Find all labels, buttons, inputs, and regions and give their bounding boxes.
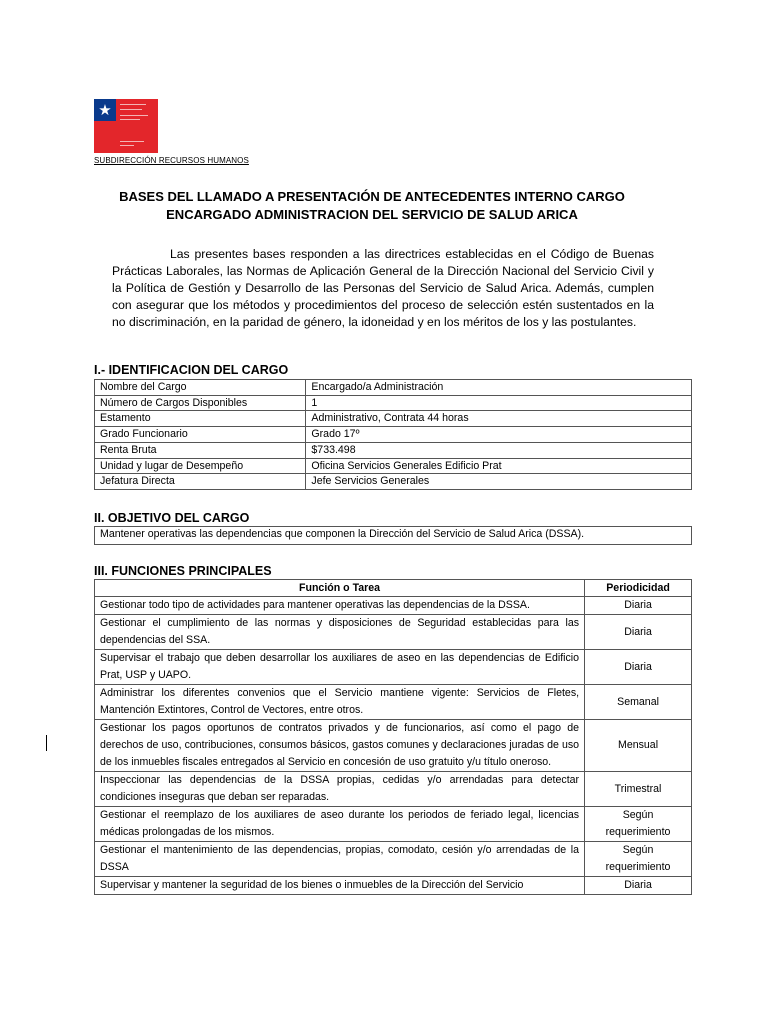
function-row [95, 615, 692, 650]
logo-red-block [94, 121, 116, 153]
identification-value: Encargado/a Administración [306, 380, 692, 396]
function-task: Gestionar el cumplimiento de las normas y disposiciones de Seguridad establecidas para las dependencias del SSA. [95, 615, 585, 650]
text-cursor [46, 735, 47, 751]
intro-paragraph [112, 246, 654, 331]
document-title-line-1: BASES DEL LLAMADO A PRESENTACIÓN DE ANTECEDENTES INTERNO CARGO [119, 189, 625, 204]
function-row [95, 720, 692, 772]
identification-row [95, 458, 692, 474]
function-period: Según requerimiento [585, 807, 692, 842]
identification-row [95, 411, 692, 427]
department-label: SUBDIRECCIÓN RECURSOS HUMANOS [94, 156, 249, 165]
logo-star-icon: ★ [98, 101, 112, 119]
identification-row [95, 442, 692, 458]
function-period: Diaria [585, 615, 692, 650]
function-task: Gestionar todo tipo de actividades para mantener operativas las dependencias de la DSSA. [95, 597, 585, 615]
identification-value: Oficina Servicios Generales Edificio Prat [306, 458, 692, 474]
functions-period-header: Periodicidad [585, 580, 692, 597]
identification-value: Administrativo, Contrata 44 horas [306, 411, 692, 427]
identification-row [95, 395, 692, 411]
identification-label: Renta Bruta [95, 442, 306, 458]
identification-row [95, 474, 692, 490]
identification-row [95, 380, 692, 396]
identification-row [95, 427, 692, 443]
logo-text-panel [116, 99, 158, 153]
identification-label: Nombre del Cargo [95, 380, 306, 396]
function-task: Administrar los diferentes convenios que el Servicio mantiene vigente: Servicios de Fletes, Mantención Extintores, Control de Vectores, entre otros. [95, 685, 585, 720]
function-period: Diaria [585, 650, 692, 685]
function-row [95, 772, 692, 807]
function-row [95, 650, 692, 685]
identification-label: Número de Cargos Disponibles [95, 395, 306, 411]
function-row [95, 597, 692, 615]
identification-value: 1 [306, 395, 692, 411]
function-row [95, 685, 692, 720]
function-row [95, 877, 692, 895]
function-task: Gestionar los pagos oportunos de contratos privados y de funcionarios, así como el pago de derechos de uso, contribuciones, consumos básicos, gastos comunes y declaraciones juradas de uso de los inmuebles fiscales entregados al Servicio en concesión de uso gratuito y/u título oneroso. [95, 720, 585, 772]
objective-text: Mantener operativas las dependencias que componen la Dirección del Servicio de Salud Arica (DSSA). [95, 527, 692, 545]
identification-table [94, 379, 692, 490]
government-logo [94, 99, 158, 153]
objective-table [94, 526, 692, 545]
functions-task-header: Función o Tarea [95, 580, 585, 597]
function-task: Gestionar el reemplazo de los auxiliares de aseo durante los periodos de feriado legal, licencias médicas prolongadas de los mismos. [95, 807, 585, 842]
section-identification-heading: I.- IDENTIFICACION DEL CARGO [94, 363, 289, 377]
identification-value: Grado 17º [306, 427, 692, 443]
function-period: Diaria [585, 877, 692, 895]
function-row [95, 842, 692, 877]
function-task: Inspeccionar las dependencias de la DSSA propias, cedidas y/o arrendadas para detectar condiciones inseguras que deban ser reparadas. [95, 772, 585, 807]
intro-text: Las presentes bases responden a las directrices establecidas en el Código de Buenas Prácticas Laborales, las Normas de Aplicación General de la Dirección Nacional del Servicio Civil y la Política de Gestión y Desarrollo de las Personas del Servicio de Salud Arica. Además, cumplen con asegurar que los métodos y procedimientos del proceso de selección estén sustentados en la no discriminación, en la paridad de género, la idoneidad y en los méritos de los y las postulantes. [112, 247, 654, 329]
function-task: Supervisar el trabajo que deben desarrollar los auxiliares de aseo en las dependencias de Edificio Prat, USP y UAPO. [95, 650, 585, 685]
function-row [95, 807, 692, 842]
identification-label: Estamento [95, 411, 306, 427]
identification-value: $733.498 [306, 442, 692, 458]
function-period: Mensual [585, 720, 692, 772]
functions-table [94, 579, 692, 895]
section-objective-heading: II. OBJETIVO DEL CARGO [94, 511, 250, 525]
function-task: Gestionar el mantenimiento de las dependencias, propias, comodato, cesión y/o arrendadas de la DSSA [95, 842, 585, 877]
section-functions-heading: III. FUNCIONES PRINCIPALES [94, 564, 272, 578]
function-period: Trimestral [585, 772, 692, 807]
function-period: Semanal [585, 685, 692, 720]
identification-label: Grado Funcionario [95, 427, 306, 443]
function-period: Diaria [585, 597, 692, 615]
document-title-line-2: ENCARGADO ADMINISTRACION DEL SERVICIO DE SALUD ARICA [166, 207, 578, 222]
function-period: Según requerimiento [585, 842, 692, 877]
identification-label: Unidad y lugar de Desempeño [95, 458, 306, 474]
function-task: Supervisar y mantener la seguridad de los bienes o inmuebles de la Dirección del Servicio [95, 877, 585, 895]
identification-value: Jefe Servicios Generales [306, 474, 692, 490]
identification-label: Jefatura Directa [95, 474, 306, 490]
